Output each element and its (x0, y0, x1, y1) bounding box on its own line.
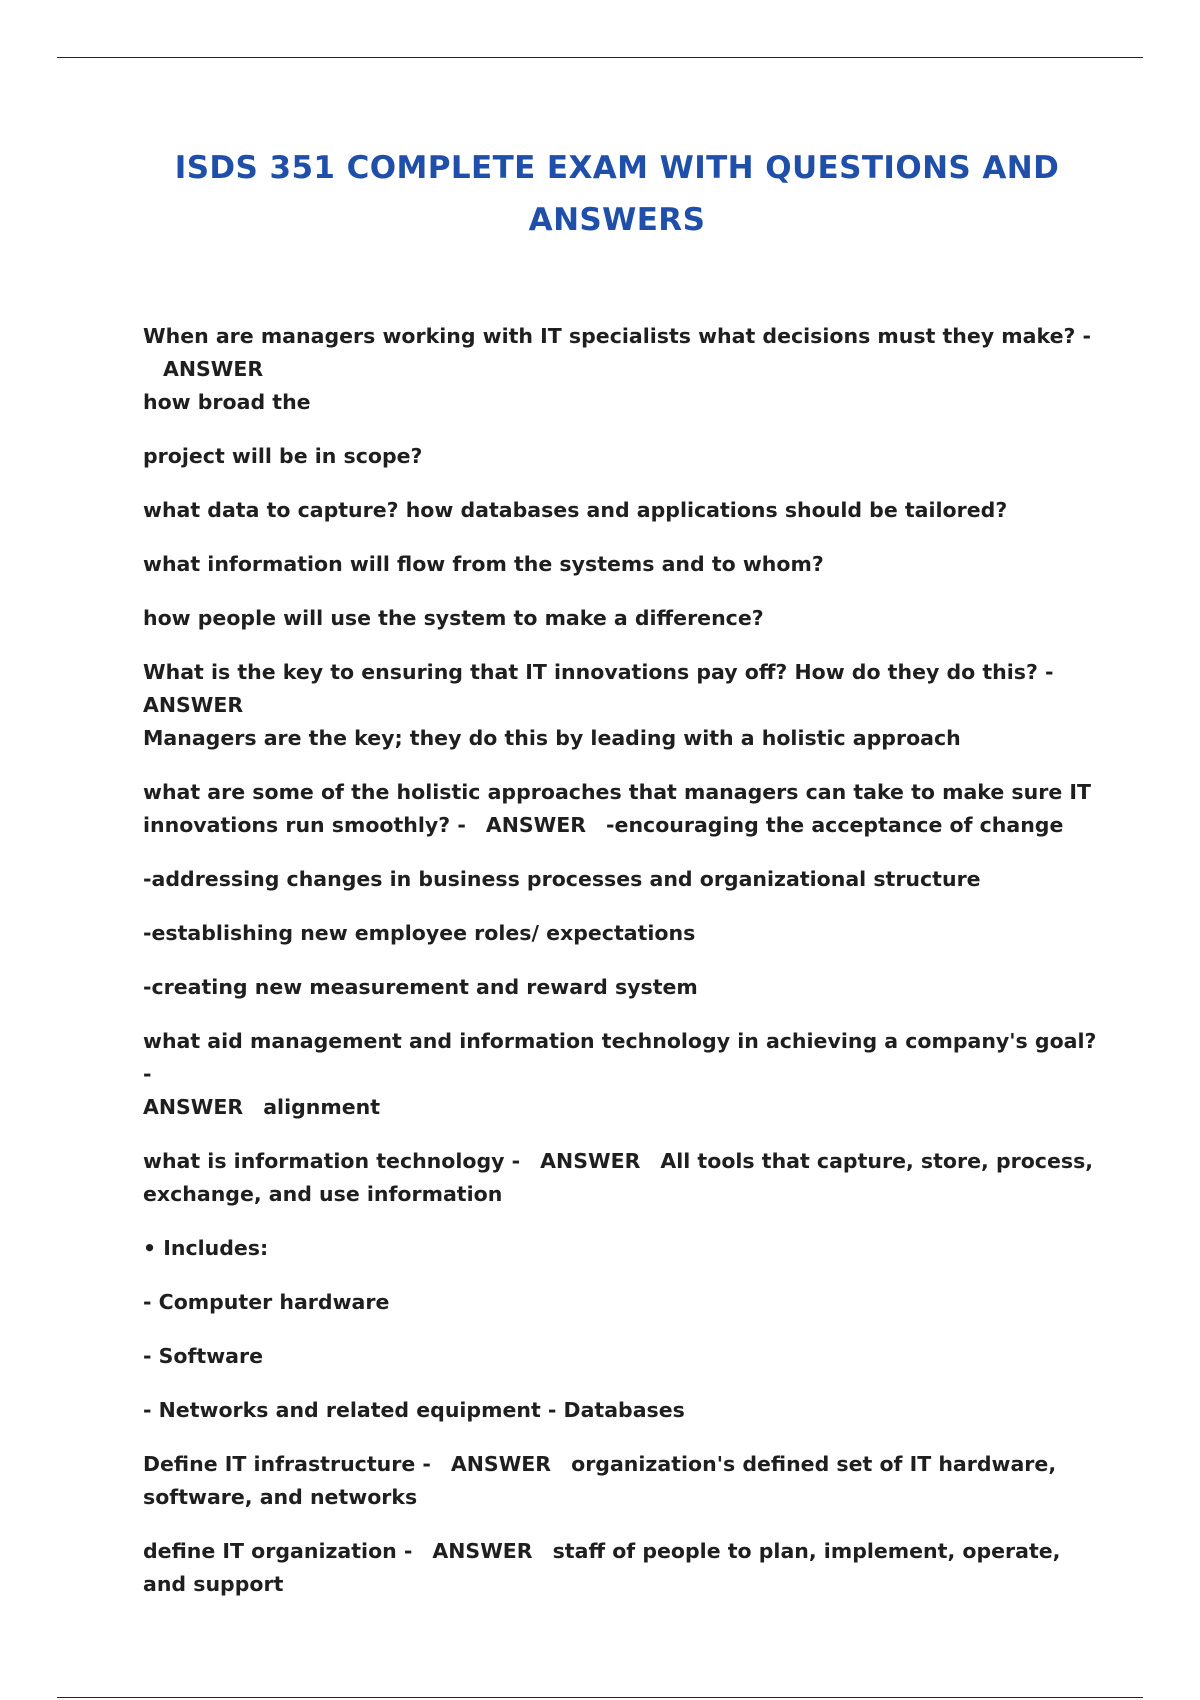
document-title: ISDS 351 COMPLETE EXAM WITH QUESTIONS AND ANSWERS (174, 150, 1060, 238)
answer-label: ANSWER (432, 1539, 533, 1563)
text-paragraph: how people will use the system to make a difference? (143, 606, 764, 630)
answer-text: All tools that capture, store, process, exchange, and use information (143, 1149, 1094, 1206)
qa-paragraph (143, 656, 1103, 755)
question-text: define IT organization - (143, 1539, 413, 1563)
answer-text: how broad the (143, 390, 311, 414)
answer-label: ANSWER (540, 1149, 641, 1173)
text-paragraph: • Includes: (143, 1236, 269, 1260)
text-paragraph: project will be in scope? (143, 444, 423, 468)
qa-paragraph (143, 320, 1103, 419)
question-text: When are managers working with IT specialists what decisions must they make? - (143, 324, 1092, 348)
answer-label: ANSWER (143, 1095, 244, 1119)
bottom-rule (57, 1697, 1143, 1698)
text-paragraph: what data to capture? how databases and applications should be tailored? (143, 498, 1008, 522)
top-rule (57, 57, 1143, 58)
answer-label: ANSWER (143, 693, 244, 717)
question-text: what are some of the holistic approaches that managers can take to make sure IT innovations run smoothly? - (143, 780, 1091, 837)
answer-label: ANSWER (450, 1452, 552, 1476)
question-text: Define IT infrastructure - (143, 1452, 431, 1476)
answer-label: ANSWER (163, 357, 264, 381)
text-paragraph: -creating new measurement and reward system (143, 975, 698, 999)
text-paragraph: what information will flow from the systems and to whom? (143, 552, 824, 576)
text-paragraph: -establishing new employee roles/ expectations (143, 921, 696, 945)
answer-text: Managers are the key; they do this by leading with a holistic approach (143, 726, 961, 750)
text-paragraph: - Networks and related equipment - Databases (143, 1398, 685, 1422)
qa-paragraph (143, 1025, 1103, 1124)
text-paragraph: - Computer hardware (143, 1290, 390, 1314)
answer-text: alignment (263, 1095, 381, 1119)
qa-content (143, 320, 1103, 1601)
text-paragraph: -addressing changes in business processes and organizational structure (143, 867, 981, 891)
question-text: What is the key to ensuring that IT innovations pay off? How do they do this? - (143, 660, 1054, 684)
question-text: what aid management and information technology in achieving a company's goal? - (143, 1029, 1097, 1086)
qa-paragraph (143, 776, 1103, 842)
qa-paragraph (143, 1145, 1103, 1211)
qa-paragraph (143, 1535, 1103, 1601)
answer-text: staff of people to plan, implement, operate, and support (143, 1539, 1061, 1596)
answer-text: -encouraging the acceptance of change (606, 813, 1064, 837)
question-text: what is information technology - (143, 1149, 521, 1173)
answer-text: organization's defined set of IT hardware, software, and networks (143, 1452, 1057, 1509)
text-paragraph: - Software (143, 1344, 263, 1368)
answer-label: ANSWER (485, 813, 587, 837)
qa-paragraph (143, 1448, 1103, 1514)
